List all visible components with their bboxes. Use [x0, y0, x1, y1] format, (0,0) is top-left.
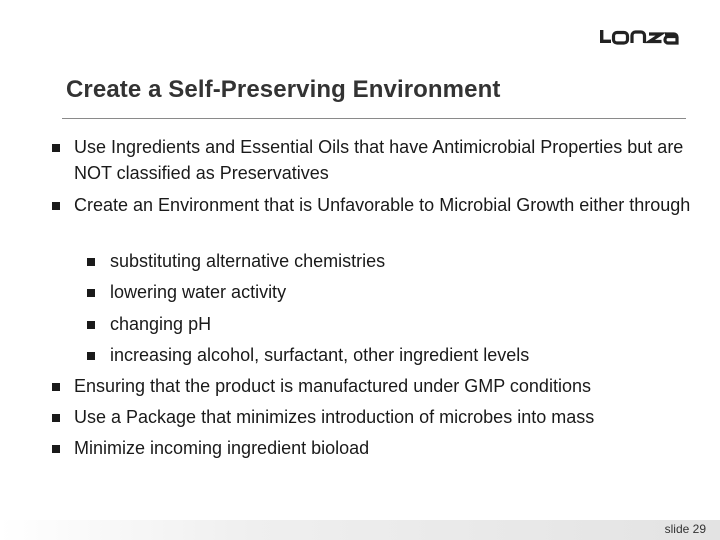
square-bullet-icon	[87, 321, 95, 329]
bullet-text: Use a Package that minimizes introduction of microbes into mass	[74, 407, 595, 427]
bullet-item	[74, 435, 694, 461]
square-bullet-icon	[87, 289, 95, 297]
sub-bullet-item	[110, 311, 670, 337]
sub-bullet-item	[110, 279, 670, 305]
slide-title: Create a Self-Preserving Environment	[66, 76, 501, 103]
bullet-text: Use Ingredients and Essential Oils that have Antimicrobial Properties but are NOT classified as Preservatives	[74, 137, 684, 183]
bullet-text: increasing alcohol, surfactant, other ingredient levels	[110, 345, 530, 365]
bullet-item	[74, 373, 694, 399]
slide-number: slide 29	[664, 522, 706, 536]
title-divider	[62, 118, 686, 119]
bullet-item	[74, 134, 694, 186]
bullet-text: changing pH	[110, 314, 212, 334]
sub-bullet-item	[110, 342, 670, 368]
lonza-logo	[598, 24, 686, 48]
bullet-text: substituting alternative chemistries	[110, 251, 386, 271]
square-bullet-icon	[87, 258, 95, 266]
footer-bar	[0, 520, 720, 540]
bullet-text: Minimize incoming ingredient bioload	[74, 438, 370, 458]
square-bullet-icon	[52, 445, 60, 453]
square-bullet-icon	[52, 202, 60, 210]
sub-bullet-item	[110, 248, 670, 274]
bullet-item	[74, 404, 694, 430]
bullet-text: Ensuring that the product is manufactured under GMP conditions	[74, 376, 591, 396]
square-bullet-icon	[52, 383, 60, 391]
square-bullet-icon	[87, 352, 95, 360]
bullet-text: Create an Environment that is Unfavorable to Microbial Growth either through	[74, 195, 691, 215]
square-bullet-icon	[52, 144, 60, 152]
bullet-item	[74, 192, 694, 218]
bullet-text: lowering water activity	[110, 282, 287, 302]
square-bullet-icon	[52, 414, 60, 422]
